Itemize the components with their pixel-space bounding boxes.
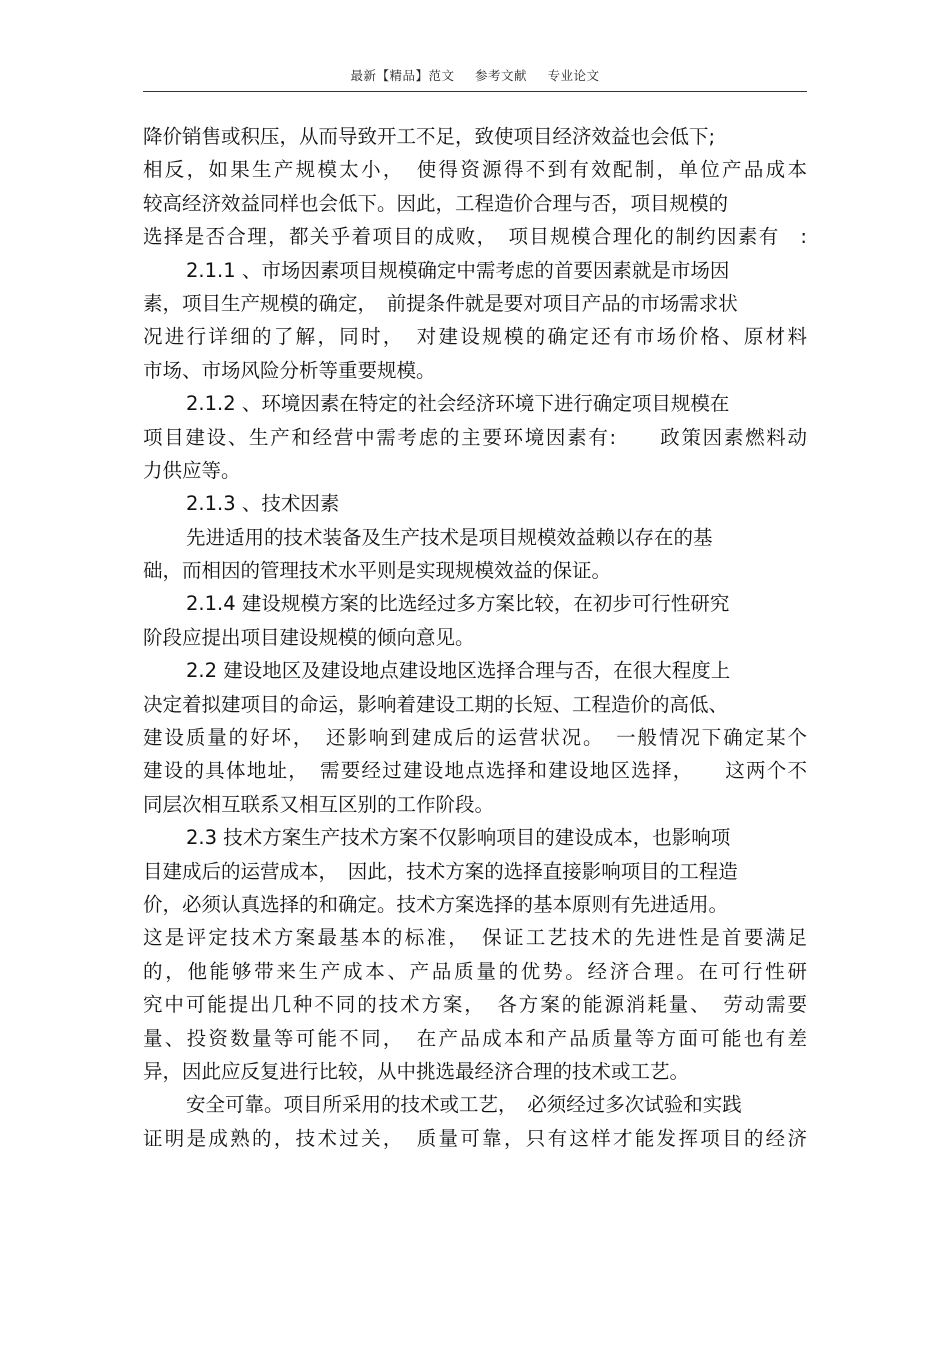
paragraph-line: 素，项目生产规模的确定， 前提条件就是要对项目产品的市场需求状	[143, 291, 738, 315]
paragraph-line: 价，必须认真选择的和确定。技术方案选择的基本原则有先进适用。	[143, 892, 729, 916]
paragraph-line: 安全可靠。项目所采用的技术或工艺， 必须经过多次试验和实践	[186, 1093, 742, 1117]
paragraph-line: 目建成后的运营成本， 因此，技术方案的选择直接影响项目的工程造	[143, 859, 738, 883]
paragraph-line: 证明是成熟的，技术过关， 质量可靠，只有这样才能发挥项目的经济	[143, 1126, 807, 1150]
paragraph-line: 降价销售或积压，从而导致开工不足，致使项目经济效益也会低下;	[143, 125, 716, 148]
paragraph-line: 同层次相互联系又相互区别的工作阶段。	[143, 792, 495, 816]
page-header	[143, 66, 807, 84]
paragraph-line: 量、投资数量等可能不同， 在产品成本和产品质量等方面可能也有差	[143, 1026, 807, 1050]
paragraph-line: 异，因此应反复进行比较，从中挑选最经济合理的技术或工艺。	[143, 1059, 690, 1083]
paragraph-line: 况进行详细的了解，同时， 对建设规模的确定还有市场价格、原材料	[143, 325, 807, 349]
paragraph-line: 先进适用的技术装备及生产技术是项目规模效益赖以存在的基	[186, 525, 713, 549]
header-item-fanwen: 最新【精品】范文	[350, 68, 455, 83]
header-item-lunwen: 专业论文	[547, 68, 600, 83]
paragraph-line: 2.2 建设地区及建设地点建设地区选择合理与否，在很大程度上	[186, 659, 731, 683]
paragraph-line: 2.1.3 、技术因素	[186, 492, 340, 516]
paragraph-line: 2.1.4 建设规模方案的比选经过多方案比较，在初步可行性研究	[186, 592, 730, 616]
paragraph-line: 项目建设、生产和经营中需考虑的主要环境因素有: 政策因素燃料动	[143, 425, 807, 449]
paragraph-line: 阶段应提出项目建设规模的倾向意见。	[143, 625, 475, 649]
paragraph-line: 市场、市场风险分析等重要规模。	[143, 358, 436, 382]
paragraph-line: 2.1.2 、环境因素在特定的社会经济环境下进行确定项目规模在	[186, 392, 730, 416]
paragraph-line: 建设质量的好坏， 还影响到建成后的运营状况。 一般情况下确定某个	[143, 726, 807, 750]
paragraph-line: 选择是否合理，都关乎着项目的成败， 项目规模合理化的制约因素有 :	[143, 225, 807, 249]
paragraph-line: 决定着拟建项目的命运，影响着建设工期的长短、工程造价的高低、	[143, 692, 729, 716]
paragraph-line: 这是评定技术方案最基本的标准， 保证工艺技术的先进性是首要满足	[143, 926, 807, 950]
paragraph-line: 相反，如果生产规模太小， 使得资源得不到有效配制，单位产品成本	[143, 158, 807, 182]
paragraph-line: 础，而相因的管理技术水平则是实现规模效益的保证。	[143, 559, 612, 583]
paragraph-line: 2.1.1 、市场因素项目规模确定中需考虑的首要因素就是市场因	[186, 258, 730, 282]
paragraph-line: 的，他能够带来生产成本、产品质量的优势。经济合理。在可行性研	[143, 959, 807, 983]
paragraph-line: 力供应等。	[143, 458, 241, 482]
header-divider	[143, 91, 807, 92]
paragraph-line: 较高经济效益同样也会低下。因此，工程造价合理与否，项目规模的	[143, 191, 729, 215]
document-body	[143, 120, 807, 1155]
paragraph-line: 2.3 技术方案生产技术方案不仅影响项目的建设成本，也影响项	[186, 826, 731, 850]
header-item-cankao: 参考文献	[474, 68, 527, 83]
paragraph-line: 究中可能提出几种不同的技术方案， 各方案的能源消耗量、 劳动需要	[143, 993, 807, 1017]
paragraph-line: 建设的具体地址， 需要经过建设地点选择和建设地区选择， 这两个不	[143, 759, 807, 783]
